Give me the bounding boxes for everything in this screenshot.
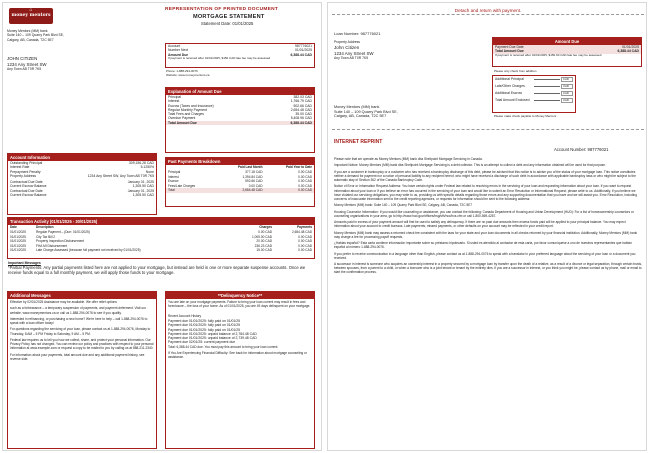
property-address: John Citizen 1234 Any Street SW Any Town AB T0R 7K5 [334, 45, 374, 61]
table-row: 01/01/2025 FHA MI Disbursement 236.23 CAD 0.00 CAD [10, 243, 312, 248]
payable-note: Please make check payable to Money Mentors [494, 114, 557, 118]
website-link[interactable]: Website: www.moneymentors.ca [166, 73, 210, 77]
internet-reprint-title: INTERNET REPRINT [334, 139, 383, 145]
detach-line [332, 14, 644, 15]
table-row: Escrow 592.66 CAD 0.00 CAD [168, 179, 312, 184]
explanation-of-amount-due: Explanation of Amount Due Principal 382.03 CAD Interest 1,766.79 CAD Escrow (Taxes and Insurance) 502.66 CAD Regular Monthly Payment 2,654.48 CAD Total Fees and Charges 35.00 CAD Overdue Payment 5,408.96 CAD Total Amount Due 6,388.44 CAD [165, 87, 315, 153]
table-row: 01/01/2025 Regular Payment – (Due: 01/01/2025) 0.00 CAD 2,654.48 CAD [10, 230, 312, 234]
bank-address: Money Mentors (MM) bank Suite 140 – 109 Quarry Park Blvd SE, Calgary, AB, Canada, T2C 5E7 [7, 29, 64, 42]
print-banner: REPRESENTATION OF PRINTED DOCUMENT [165, 7, 279, 12]
statement-page-front [2, 2, 322, 451]
property-address-label: Property Address [334, 40, 361, 44]
late-fee-note: If payment is received after 01/01/2025, $150 CAD late fee may be assessed [168, 55, 271, 60]
detach-instruction: Detach and return with payment. [454, 8, 522, 13]
section-divider [332, 129, 644, 130]
partial-payments-notice: *Partial Payments: Any partial payments listed here are not applied to your mortgage, but instead are held in one or more separate suspense accounts. Once we receive funds equal to a full monthly payment, we will apply those funds to your mortgage. [8, 265, 306, 276]
account-information: Account Information Outstanding Principal 309,156.28 CAD Interest Rate 5.1250% Prepayment Penalty None Property Address 1234 Any Street SW, Any Town AB T0R 7K5 Contractual Due Date January 01, 2025 Current Escrow Balance 1,305.50 CAD Contractual Due Date January 01, 2025 Current Escrow Balance 1,305.50 CAD [7, 153, 157, 215]
statement-date: Statement Date: 01/01/2025 [201, 21, 254, 26]
check-instructions: Please only check from addition [494, 69, 537, 73]
table-row: Interest 1,394.84 CAD 0.00 CAD [168, 174, 312, 179]
account-summary-box: Account 987776021 Number Next 01/01/2025 Amount Due 6,388.44 CAD If payment is received after 01/01/2025, $150 CAD late fee may be assessed [165, 43, 315, 68]
additional-principal-input[interactable]: CAD [534, 77, 573, 82]
phone-number: Phone: 1-888-294-0076 [166, 69, 198, 73]
statement-page-back [327, 2, 647, 451]
transaction-activity: Transaction Activity (01/01/2025 - 30/01/2025) Date Description Charges Payments 01/01/2025 Regular Payment – (Due: 01/01/2025) 0.00 CAD 2,654.48 CAD 01/01/2025 City Tax Bill 2 1,005.00 CAD 0.00 CAD 01/01/2025 Property Inspection Disbursement 20.00 CAD 0.00 CAD 01/01/2025 FHA MI Disbursement 236.23 CAD 0.00 CAD 01/01/2025 Late Charge Assessed (because full payment not received by 01/01/2025) 15.00 CAD 0.00 CAD [7, 217, 315, 259]
house-icon: ⌂ [29, 7, 33, 13]
total-enclosed-input[interactable]: CAD [534, 98, 573, 103]
payment-coupon-fields: Additional Principal CAD Late/Other Charges CAD Additional Escrow CAD Total Amount Enclosed CAD [492, 75, 576, 113]
table-row: Fees/Late Charges 0.00 CAD 0.00 CAD [168, 183, 312, 188]
amount-due-box: Amount Due Payment Due Date 01/01/2025 Total Amount Due 6,388.44 CAD If payment is received after 01/01/2025, $150.00 CAD late fee may be assessed [492, 37, 642, 67]
table-row: Total 2,654.48 CAD 0.00 CAD [168, 188, 312, 193]
remit-bank-address: Money Mentors (MM) bank Suite 140 – 109 Quarry Park Blvd SE, Calgary, AB, Canada, T2C 5E7 [334, 105, 398, 119]
loan-number: Loan Number: 987776021 [334, 31, 381, 36]
additional-messages: Additional Messages Effective by 02/01/2025 Assistance may be available. We offer relief options such as a forbearance – a temporary suspension of payments, and payment deferment. Visit our website, www.moneymentors.ca or call us 1-888-294-0076 to see if you qualify. Interested in refinancing, or purchasing a new home? We're here to help – call 1-888-294-0076 to speak with a loan officer today! For questions regarding the servicing of your loan, please contact us at 1-888-294-0076, Monday to Thursday, 8 AM – 5 PM Friday to Saturday, 9 AM – 5 PM. Federal law requires us to tell you how we collect, share, and protect your personal information. Our Privacy Policy has not changed. You can review our policy and practices with respect to your personal information at www.example.com or request a copy to be mailed to you by calling us at 888-211-2340. For information about your payments, total amount due and any additional payment history, see reverse side. [7, 291, 157, 449]
past-payments-table: Paid Last Month Paid Year to Date Principal 377.18 CAD 0.00 CAD Interest 1,394.84 CAD 0.00 CAD Escrow 592.66 CAD 0.00 CAD Fees/Late Charges 0.00 CAD 0.00 CAD Total 2,654.48 CAD 0.00 CAD [168, 165, 312, 193]
legal-notices: Please note that we operate as Money Mentors (MM) bank dba Shellpoint Mortgage Servicing in Canada. Important Notice: Money Mentors (MM) bank dba Shellpoint Mortgage Servicing is a debt collector. This is an attempt to collect a debt and any information obtained will be used for that purpose. If you are a customer in bankruptcy or a customer who has received a bankruptcy discharge of this debt, please be advised that this notice is to advise you of the status of your mortgage loan. This notice constitutes neither a demand for payment nor a notice of personal liability to any recipient hereof, who might have received a discharge of such debt in accordance with applicable bankruptcy laws or who might be subject to the automatic stay of Section 362 of the Canada Bankruptcy Code. Notice of Error or Information Request Address: You have certain rights under Federal law related to resolving errors in the servicing of your loan and requesting information about your loan. If you want to request information about your loan or if you believe an error has occurred in the servicing of your loan and would like to submit an Error Resolution or Informational Request, please write to us. Additionally, if you believe we have violated our servicing obligations, you may write to us, providing us with specific details regarding those errors and any supporting documentation that you have and we will assist you. Error Resolution, including concerns of inaccurate information sent to the credit reporting agencies, or requests for information should be sent to the following address: Money Mentors (MM) bank: Suite 140 – 109 Quarry Park Blvd SE, Calgary, AB, Canada, T2C 5E7 Housing Counselor Information: If you would like counseling or assistance, you can contact the following: Canada Department of Housing and Urban Development (HUD): For a list of homeownership counselors or counseling organizations in your area, go to http://www.hud.gov/offices/hsg/sfh/hcc/hcs.cfm or call 1-800-569-4287. Amounts paid in excess of your payment amount will first be used to satisfy any delinquency. If there are no past due amounts then excess funds paid will be applied to your principal balance. You may expect information about your account to credit bureaus. Late payments, missed payments, or other defaults on your account may be reflected in your credit report. Money Mentors (MM) bank may assess a returned check fee consistent with the laws for your state and your loan documents in all checks returned by your financial institution. Additionally, Money Mentors (MM) bank may charge a fee for processing payoff requests. ¿Hablas español? Esta carta contiene información importante sobre su préstamo hipotecario. Si usted es atendido al contactar de esta carta, por favor comuníquese a uno de nuestros representantes que hablan español al número 1-888-294-0076. If you prefer to receive communication in a language other than English, please contact us at 1-888-294-0076 to speak with a translator in your preferred language about the servicing of your loan or a document you received. A successor in interest is someone who acquires an ownership interest in a property secured by a mortgage loan by transfer upon the death of a relative, as a result of a divorce or legal separation, through certain trusts, between spouses, from a parent to a child, or when a borrower who is a joint tenant or tenant by the entirety dies. If you are a successor in interest, or you think you might be, please contact us by phone, mail or email to start the confirmation process. [334, 157, 642, 275]
transaction-table: Date Description Charges Payments 01/01/2025 Regular Payment – (Due: 01/01/2025) 0.00 CAD 2,654.48 CAD 01/01/2025 City Tax Bill 2 1,005.00 CAD 0.00 CAD 01/01/2025 Property Inspection Disbursement 20.00 CAD 0.00 CAD 01/01/2025 FHA MI Disbursement 236.23 CAD 0.00 CAD 01/01/2025 Late Charge Assessed (because full payment not received by 01/01/2025) 15.00 CAD 0.00 CAD [10, 225, 312, 253]
customer-address: JOHN CITIZEN 1234 Any Street SW Any Town AB T0R 7K5 [7, 56, 47, 71]
additional-escrow-input[interactable]: CAD [534, 91, 573, 96]
table-row: Principal 377.18 CAD 0.00 CAD [168, 170, 312, 174]
statement-title: MORTGAGE STATEMENT [193, 14, 265, 20]
reprint-account-number: Account Number: 987776021 [554, 147, 609, 152]
late-charges-input[interactable]: CAD [534, 84, 573, 89]
past-payments-breakdown: Past Payments Breakdown Paid Last Month Paid Year to Date Principal 377.18 CAD 0.00 CAD Interest 1,394.84 CAD 0.00 CAD Escrow 592.66 CAD 0.00 CAD Fees/Late Charges 0.00 CAD 0.00 CAD Total 2,654.48 CAD 0.00 CAD [165, 157, 315, 207]
money-mentors-logo [9, 8, 53, 24]
table-row: 01/01/2025 Property Inspection Disbursement 20.00 CAD 0.00 CAD [10, 239, 312, 244]
table-row: 01/01/2025 Late Charge Assessed (because full payment not received by 01/01/2025) 15.00 CAD 0.00 CAD [10, 248, 312, 253]
delinquency-notice: **Delinquency Notice** You are late on your mortgage payments. Failure to bring your loan current may result in fees and foreclosure – the loss of your home. As of 01/01/2025, you are 49 days delinquent on your mortgage. Recent Account History Payment due 01/01/2025: fully paid on 01/01/25 Payment due 01/01/2025: fully paid on 01/01/25 Payment due 01/01/2025: fully paid on 01/01/25 Payment due 01/01/2025: unpaid balance of 2,784.48 CAD Payment due 01/01/2025: unpaid balance of 2,739.48 CAD Payment due 02/01/25: current payment due Total: 6,388.44 CAD due. You must pay this amount to bring your loan current. If You Are Experiencing Financial Difficulty: See back for information about mortgage counseling or assistance. [165, 291, 315, 449]
table-row: 01/01/2025 City Tax Bill 2 1,005.00 CAD 0.00 CAD [10, 234, 312, 239]
important-messages-title: Important Messages [8, 261, 41, 265]
logo-text: money mentors [11, 13, 51, 18]
